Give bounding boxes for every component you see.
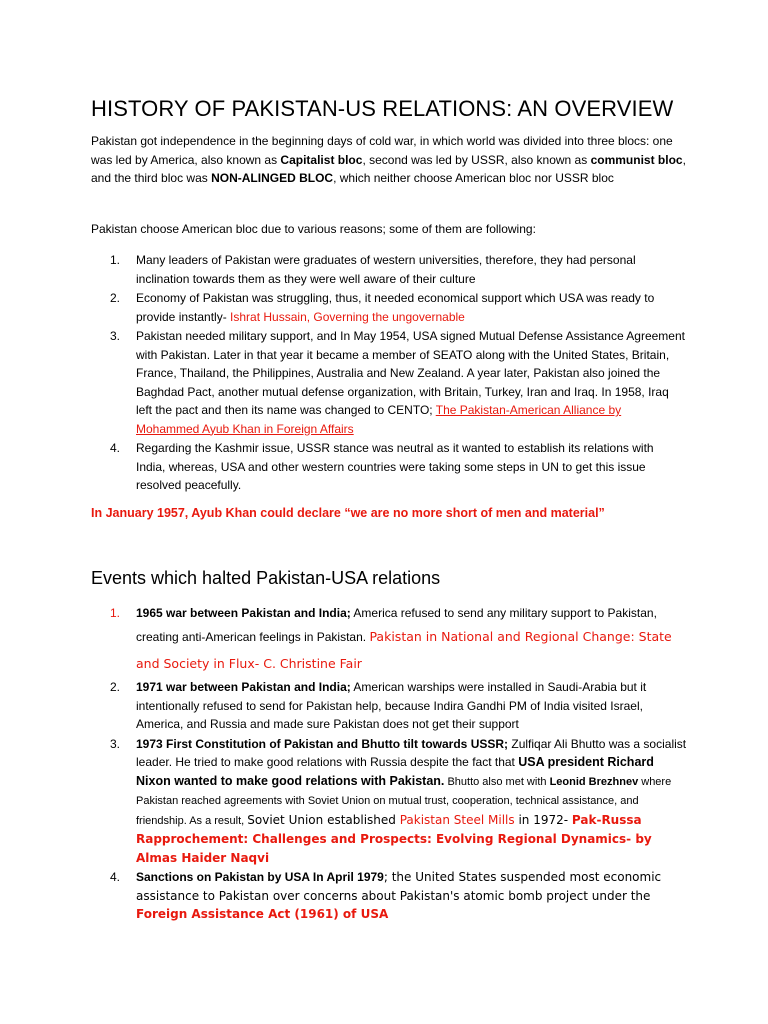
event-item — [110, 604, 690, 677]
event-bold-text: Leonid Brezhnev — [549, 775, 639, 788]
list-number: 2. — [110, 680, 121, 694]
section-heading: Events which halted Pakistan-USA relations — [91, 568, 441, 588]
intro-text-1: Pakistan got independence in the beginning days of cold war, in which world was divided into three blocs: one was led by America, also known as — [91, 134, 673, 167]
list-number: 1. — [110, 606, 121, 620]
reasons-intro: Pakistan choose American bloc due to various reasons; some of them are following: — [91, 222, 536, 236]
event-item — [110, 735, 690, 868]
reason-text: Economy of Pakistan was struggling, thus, it needed economical support which USA was ready to provide instantly- — [136, 291, 655, 324]
event-text: America refused to send any military support to Pakistan, creating anti-American feelings in Pakistan. — [136, 606, 657, 644]
intro-text-3: , and the third bloc was — [91, 152, 686, 185]
event-title: Sanctions on Pakistan by USA In April 1979 — [136, 870, 384, 884]
reason-text: Pakistan needed military support, and In May 1954, USA signed Mutual Defense Assistance Agreement with Pakistan. Later in that year it became a member of SEATO along with the United States, Britain, France, Thailand, the Philippines, Australia and New Zealand. A year later, Pakistan also joined the Baghdad Pact, another mutual defense organization, with Britain, Turkey, Iran and Iraq. In 1958, Iraq left the pact and then its name was changed to CENTO; — [136, 329, 685, 417]
event-text: in 1972- — [514, 812, 572, 827]
event-text: Soviet Union established — [247, 812, 400, 827]
reference-citation: Pakistan in National and Regional Change: State and Society in Flux- C. Christine Fair — [136, 629, 672, 671]
list-number: 3. — [110, 736, 121, 751]
reason-item — [110, 251, 685, 288]
reason-item — [110, 439, 685, 495]
list-number: 3. — [110, 329, 121, 343]
reason-text: Regarding the Kashmir issue, USSR stance was neutral as it wanted to establish its relations with India, whereas, USA and other western countries were taking some steps in UN to get this issue resolved peacefully. — [136, 441, 654, 492]
reasons-list — [110, 251, 685, 496]
event-text: ; the United States suspended most economic assistance to Pakistan over concerns about Pakistan's atomic bomb project under the — [136, 870, 662, 903]
list-number: 4. — [110, 870, 121, 884]
event-text: Zulfiqar Ali Bhutto was a socialist leader. He tried to make good relations with Russia despite the fact that — [136, 736, 687, 769]
reference-link[interactable]: The Pakistan-American Alliance by Mohammed Ayub Khan in Foreign Affairs — [136, 403, 622, 436]
event-title: 1965 war between Pakistan and India; — [136, 606, 351, 620]
list-number: 2. — [110, 291, 121, 305]
list-number: 4. — [110, 441, 121, 455]
reason-item — [110, 289, 685, 326]
events-list — [110, 604, 690, 925]
event-item — [110, 678, 690, 734]
reference-citation: Pakistan Steel Mills — [399, 812, 515, 827]
page-title: HISTORY OF PAKISTAN-US RELATIONS: AN OVERVIEW — [91, 96, 674, 121]
intro-bold-capitalist: Capitalist bloc — [280, 152, 363, 167]
event-text: Bhutto also met with — [444, 775, 550, 788]
event-title: 1973 First Constitution of Pakistan and Bhutto tilt towards USSR; — [136, 736, 509, 751]
event-bold-text: USA president Richard Nixon wanted to make good relations with Pakistan. — [136, 755, 654, 788]
intro-text-4: , which neither choose American bloc nor USSR bloc — [333, 171, 614, 185]
list-number: 1. — [110, 253, 121, 267]
event-text: where Pakistan reached agreements with Soviet Union on mutual trust, cooperation, technical assistance, and friendship. As a result, — [136, 775, 672, 827]
ayub-khan-quote: In January 1957, Ayub Khan could declare “we are no more short of men and material” — [91, 506, 605, 520]
reference-citation: Pak-Russa Rapprochement: Challenges and Prospects: Evolving Regional Dynamics- by Almas Haider Naqvi — [136, 812, 652, 865]
intro-bold-communist: communist bloc — [590, 152, 683, 167]
reference-citation: Foreign Assistance Act (1961) of USA — [136, 907, 389, 921]
reason-item — [110, 327, 685, 438]
intro-text-2: , second was led by USSR, also known as — [362, 152, 591, 167]
intro-paragraph — [91, 132, 691, 188]
event-item — [110, 868, 690, 924]
reason-text: Many leaders of Pakistan were graduates of western universities, therefore, they had personal inclination towards them as they were well aware of their culture — [136, 253, 636, 286]
intro-bold-nonaligned: NON-ALINGED BLOC — [211, 171, 334, 185]
reference-citation: Ishrat Hussain, Governing the ungovernable — [230, 309, 465, 324]
event-title: 1971 war between Pakistan and India; — [136, 680, 351, 694]
event-text: American warships were installed in Saudi-Arabia but it intentionally refused to send for Pakistan help, because Indira Gandhi PM of India visited Israel, America, and Russia and made sure Pakistan does not get their support — [136, 680, 647, 731]
